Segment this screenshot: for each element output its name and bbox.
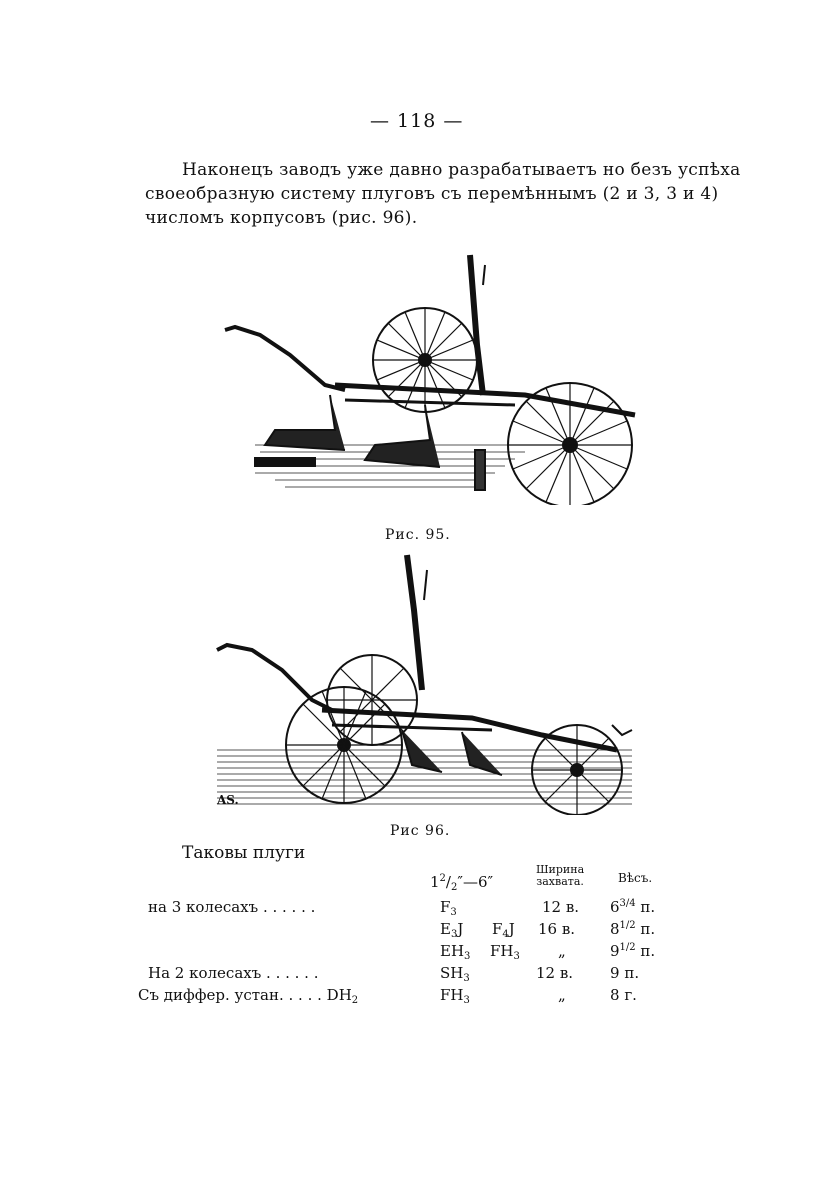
table-cell-model-alt: $FH_3$ [490, 942, 520, 962]
table-row-label: Съ диффер. устан. . . . . $DH_2$ [138, 986, 359, 1006]
header-size-range: $1^2/_2''—6''$ [430, 873, 494, 893]
table-cell-width: 12 в. [542, 898, 580, 916]
paragraph-line-1: Наконецъ заводъ уже давно разрабатываетъ но безъ успѣха [182, 160, 741, 180]
page-number: — 118 — [370, 110, 464, 132]
header-weight: Вѣсъ. [618, 871, 653, 885]
figure-96-caption: Рис 96. [390, 823, 451, 839]
paragraph-line-3: числомъ корпусовъ (рис. 96). [145, 208, 418, 228]
table-cell-weight: 8 г. [610, 986, 637, 1004]
figure-96-signature: AS. [217, 793, 239, 807]
table-row-label: На 2 колесахъ . . . . . . [148, 964, 319, 982]
table-cell-width: „ [558, 986, 566, 1004]
table-cell-weight: $9^{1/2}$ п. [610, 942, 656, 960]
table-cell-width: 12 в. [536, 964, 574, 982]
table-cell-weight: $8^{1/2}$ п. [610, 920, 656, 938]
header-width: Ширина захвата. [536, 863, 585, 888]
table-row-label: на 3 колесахъ . . . . . . [148, 898, 316, 916]
figure-95-plough-illustration [215, 245, 650, 505]
table-cell-model: $E_3J$ [440, 920, 464, 940]
table-cell-model: $FH_3$ [440, 986, 470, 1006]
table-cell-width: „ [558, 942, 566, 960]
figure-95-caption: Рис. 95. [385, 527, 451, 543]
table-cell-model: $EH_3$ [440, 942, 471, 962]
figure-96-plough-illustration [212, 550, 637, 815]
table-cell-weight: 9 п. [610, 964, 640, 982]
table-intro: Таковы плуги [182, 843, 306, 863]
table-cell-model-alt: $F_4J$ [492, 920, 515, 940]
table-cell-model: $F_3$ [440, 898, 457, 918]
table-cell-width: 16 в. [538, 920, 576, 938]
table-cell-weight: $6^{3/4}$ п. [610, 898, 656, 916]
table-cell-model: $SH_3$ [440, 964, 470, 984]
paragraph-line-2: своеобразную систему плуговъ съ перемѣннымъ (2 и 3, 3 и 4) [145, 184, 719, 204]
